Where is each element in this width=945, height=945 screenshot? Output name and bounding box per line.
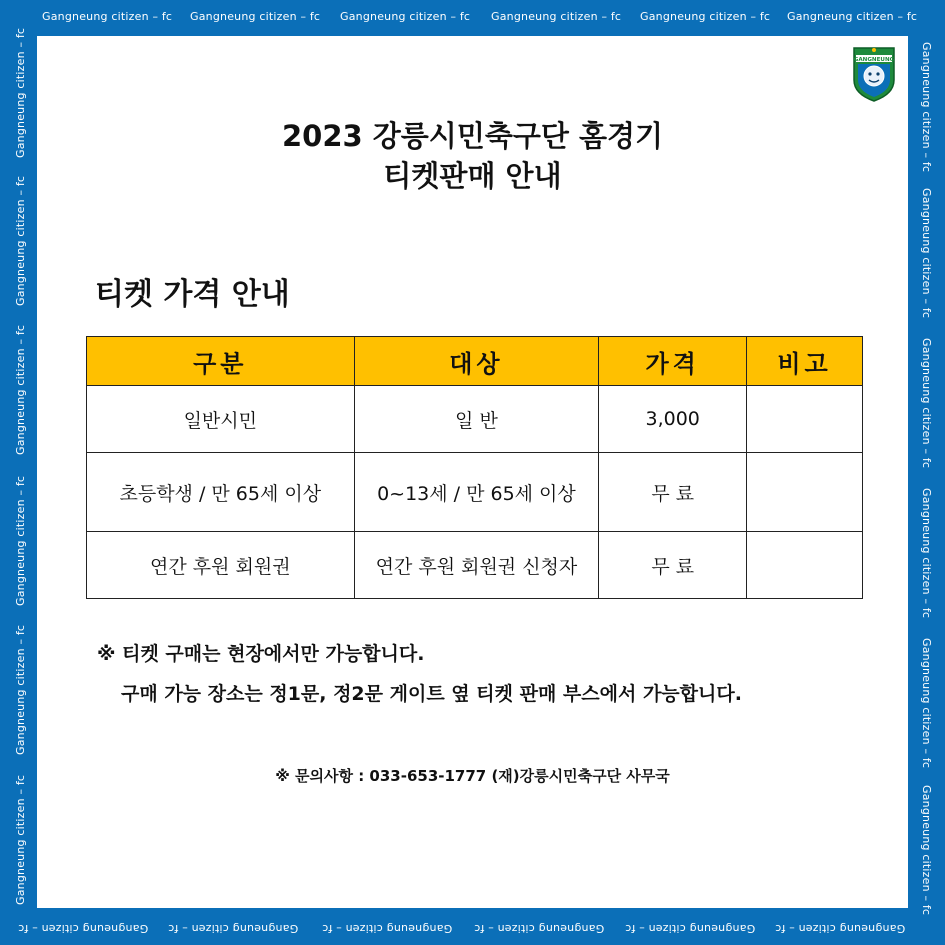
- frame-text-bottom: Gangneung citizen – fc: [775, 922, 906, 935]
- frame-text-bottom: Gangneung citizen – fc: [474, 922, 605, 935]
- frame-text-top: Gangneung citizen – fc: [340, 10, 471, 23]
- frame-text-left: Gangneung citizen – fc: [14, 27, 27, 158]
- cell-note: [747, 532, 863, 599]
- cell-category: 일반시민: [87, 386, 355, 453]
- frame-text-bottom: Gangneung citizen – fc: [322, 922, 453, 935]
- header-target: 대상: [354, 337, 599, 386]
- frame-text-bottom: Gangneung citizen – fc: [625, 922, 756, 935]
- cell-category: 초등학생 / 만 65세 이상: [87, 453, 355, 532]
- page-title-line2: 티켓판매 안내: [383, 159, 562, 193]
- frame-text-top: Gangneung citizen – fc: [787, 10, 918, 23]
- header-price: 가격: [599, 337, 747, 386]
- purchase-note: ※ 티켓 구매는 현장에서만 가능합니다.: [97, 643, 425, 665]
- frame-text-top: Gangneung citizen – fc: [640, 10, 771, 23]
- header-category: 구분: [87, 337, 355, 386]
- page-title-line1: 2023 강릉시민축구단 홈경기: [281, 119, 664, 153]
- frame-text-right: Gangneung citizen – fc: [920, 42, 933, 173]
- cell-category: 연간 후원 회원권: [87, 532, 355, 599]
- frame-text-left: Gangneung citizen – fc: [14, 324, 27, 455]
- frame-text-left: Gangneung citizen – fc: [14, 175, 27, 306]
- frame-text-left: Gangneung citizen – fc: [14, 475, 27, 606]
- frame-text-top: Gangneung citizen – fc: [42, 10, 173, 23]
- frame-text-left: Gangneung citizen – fc: [14, 624, 27, 755]
- cell-price: 무 료: [599, 532, 747, 599]
- main-panel: [37, 36, 908, 908]
- section-title: 티켓 가격 안내: [95, 277, 290, 312]
- table-row: [87, 386, 863, 453]
- cell-target: 일 반: [354, 386, 599, 453]
- cell-note: [747, 386, 863, 453]
- purchase-location-note: 구매 가능 장소는 정1문, 정2문 게이트 옆 티켓 판매 부스에서 가능합니다.: [121, 683, 742, 705]
- table-header-row: [87, 337, 863, 386]
- frame-text-right: Gangneung citizen – fc: [920, 188, 933, 319]
- frame-text-top: Gangneung citizen – fc: [491, 10, 622, 23]
- table-row: [87, 532, 863, 599]
- frame-text-left: Gangneung citizen – fc: [14, 774, 27, 905]
- logo-text: GANGNEUNG: [853, 57, 895, 63]
- frame-text-right: Gangneung citizen – fc: [920, 785, 933, 916]
- frame-text-right: Gangneung citizen – fc: [920, 638, 933, 769]
- cell-target: 0~13세 / 만 65세 이상: [354, 453, 599, 532]
- frame-text-right: Gangneung citizen – fc: [920, 488, 933, 619]
- frame-text-top: Gangneung citizen – fc: [190, 10, 321, 23]
- contact-info: ※ 문의사항 : 033-653-1777 (재)강릉시민축구단 사무국: [275, 767, 670, 785]
- cell-price: 무 료: [599, 453, 747, 532]
- frame-text-right: Gangneung citizen – fc: [920, 338, 933, 469]
- club-logo: [852, 44, 896, 102]
- cell-note: [747, 453, 863, 532]
- price-table: [86, 336, 863, 599]
- cell-price: 3,000: [599, 386, 747, 453]
- cell-target: 연간 후원 회원권 신청자: [354, 532, 599, 599]
- table-row: [87, 453, 863, 532]
- header-note: 비고: [747, 337, 863, 386]
- frame-text-bottom: Gangneung citizen – fc: [168, 922, 299, 935]
- frame-text-bottom: Gangneung citizen – fc: [18, 922, 149, 935]
